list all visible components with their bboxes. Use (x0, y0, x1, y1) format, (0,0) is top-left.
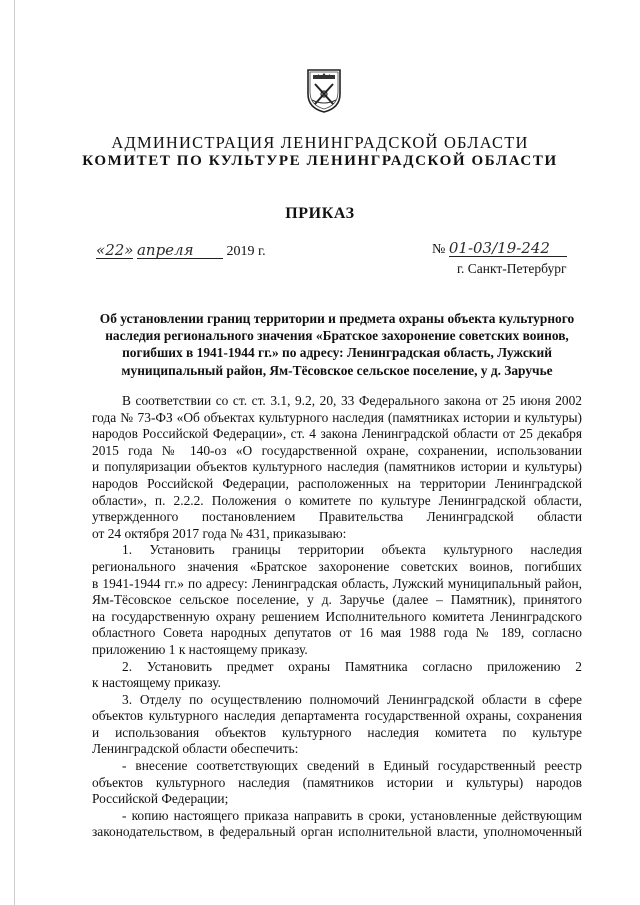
body-line: - копию настоящего приказа направить в сроки, установленные действующим (122, 807, 582, 823)
date-day: «22» (96, 241, 134, 259)
title-line: муниципальный район, Ям-Тёсовское сельское поселение, у д. Заручье (121, 362, 553, 378)
order-title (98, 310, 576, 379)
body-line: народов Российской Федерации», ст. 4 закона Ленинградской области от 25 декабря (92, 426, 582, 442)
body-line: Ленинградской области обеспечить: (92, 741, 299, 757)
body-line: от 24 октября 2017 года № 431, приказываю: (92, 525, 347, 541)
city: г. Санкт-Петербург (457, 261, 567, 276)
body-line: на государственную охрану решением Исполнительного комитета Ленинградского (92, 608, 582, 624)
body-line: объектов культурного наследия департамента государственной охраны, сохранения (92, 708, 582, 724)
order-number (432, 241, 567, 258)
body-line: области», п. 2.2.2. Положения о комитете по культуре Ленинградской области, (92, 492, 582, 508)
body-line: в 1941-1944 гг.» по адресу: Ленинградская область, Лужский муниципальный район, (92, 575, 582, 591)
coat-of-arms-icon (304, 64, 344, 114)
header-committee: КОМИТЕТ ПО КУЛЬТУРЕ ЛЕНИНГРАДСКОЙ ОБЛАСТИ (82, 153, 558, 169)
body-line: года № 73-ФЗ «Об объектах культурного наследия (памятниках истории и культуры) (92, 409, 582, 425)
date-month: апреля (137, 243, 223, 259)
title-line: наследия регионального значения «Братское захоронение советских воинов, (105, 328, 569, 344)
document-type: ПРИКАЗ (285, 205, 355, 222)
body-line: объектов культурного наследия (памятников истории и культуры) народов (92, 774, 582, 790)
body-line: регионального значения «Братское захоронение советских воинов, погибших (92, 558, 582, 574)
body-line: утвержденного постановлением Правительства Ленинградской области (92, 509, 582, 525)
body-line: к настоящему приказу. (92, 675, 221, 691)
body-line: 1. Установить границы территории объекта культурного наследия (122, 542, 582, 558)
body-line: и использования объектов культурного наследия комитета по культуре (92, 724, 582, 740)
body-line: 3. Отделу по осуществлению полномочий Ленинградской области в сфере (122, 691, 582, 707)
header-administration: АДМИНИСТРАЦИЯ ЛЕНИНГРАДСКОЙ ОБЛАСТИ (111, 133, 529, 152)
body-line: 2015 года № 140-оз «О государственной охране, сохранении, использовании (92, 442, 582, 458)
body-line: В соответствии со ст. ст. 3.1, 9.2, 20, 33 Федерального закона от 25 июня 2002 (122, 393, 582, 408)
body-line: и популяризации объектов культурного наследия (памятников истории и культуры) (92, 459, 582, 475)
number-prefix: № (432, 242, 446, 257)
body-line: областного Совета народных депутатов от 16 мая 1988 года № 189, согласно (92, 625, 582, 641)
title-line: погибших в 1941-1944 гг.» по адресу: Ленинградская область, Лужский (122, 345, 552, 361)
body-line: 2. Установить предмет охраны Памятника согласно приложению 2 (122, 658, 582, 674)
body-line: законодательством, в федеральный орган исполнительной власти, уполномоченный (92, 824, 582, 840)
order-body (92, 393, 582, 841)
title-line: Об установлении границ территории и предмета охраны объекта культурного (99, 311, 575, 326)
body-line: - внесение соответствующих сведений в Единый государственный реестр (122, 758, 582, 774)
body-line: народов Российской Федерации, расположенных на территории Ленинградской (92, 475, 582, 491)
body-line: Российской Федерации; (92, 791, 229, 807)
number-value: 01-03/19-242 (449, 241, 567, 257)
body-line: Ям-Тёсовское сельское поселение, у д. Заручье (далее – Памятник), принятого (92, 592, 582, 608)
order-date (96, 243, 266, 260)
date-year: 2019 г. (226, 244, 266, 259)
body-line: приложению 1 к настоящему приказу. (92, 641, 308, 657)
